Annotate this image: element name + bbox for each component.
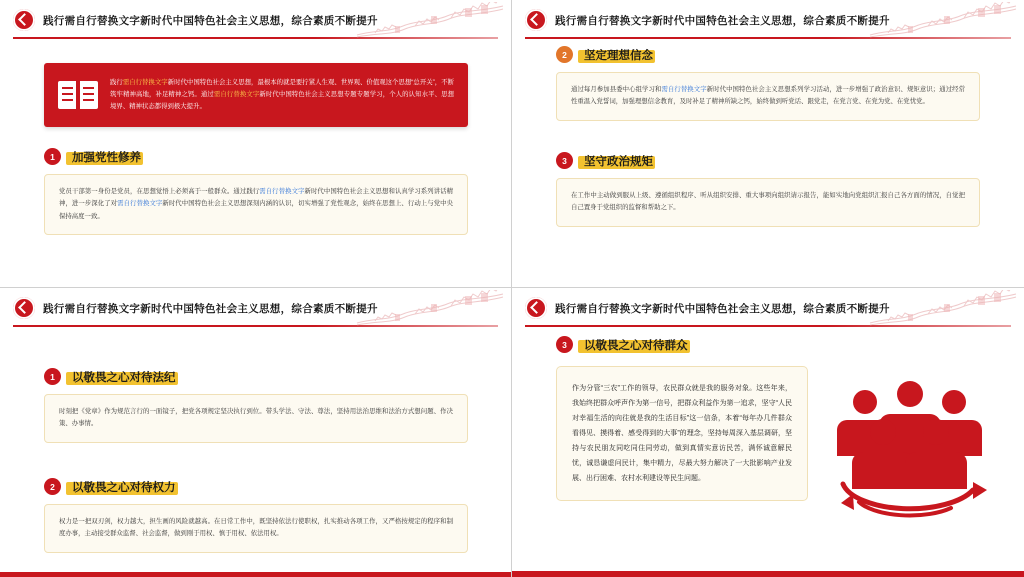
- slide-3-section-1-card: 时刻把《党章》作为规范言行的一面镜子，把党各项规定坚决执行到位。带头学法、守法、尊法，坚持用法治思维和法治方式想问题、作决策、办事情。: [44, 394, 468, 443]
- slide-1-section-1-title-wrap: [70, 149, 147, 165]
- slide-1-section-1-title: 加强党性修养: [72, 151, 141, 164]
- slide-2-section-3-title-wrap: [582, 153, 659, 169]
- slide-4-section-3-head: [556, 336, 694, 353]
- slide-4-section-3-title-wrap: [582, 337, 694, 353]
- slide-3-header-rule: [13, 325, 498, 327]
- slide-1-header-rule: [13, 37, 498, 39]
- slide-2-header: [512, 0, 1024, 40]
- slide-2-header-rule: [525, 37, 1011, 39]
- open-book-icon: [56, 75, 100, 115]
- slide-1-section-1-head: [44, 148, 468, 165]
- slide-1-red-banner: [44, 63, 468, 127]
- slide-4-body-card: 作为分管“三农”工作的领导，农民群众就是我的服务对象。这些年来，我始终把群众呼声作为第一信号，把群众利益作为第一追求，坚守“人民对幸福生活的向往就是我的生活目标”这一信条，本着“每年办几件群众看得见、摸得着、感受得到的大事”的理念，坚持每周深入基层调研，坚持与农民朋友同吃同住同劳动，做到真情实意访民苦，满怀诚意解民忧，诚恳谦虚问民计，集中精力，尽最大努力解决了一大批影响产业发展、出行困难、农村水利建设等民生问题。: [556, 366, 808, 501]
- slide-3-section-1-number: 1: [44, 368, 61, 385]
- slide-4-section-3-title: 以敬畏之心对待群众: [584, 339, 688, 352]
- slide-2-section-2-title: 坚定理想信念: [584, 49, 653, 62]
- slide-1-header: [0, 0, 511, 40]
- slide-3-section-2-card: 权力是一把双刃剑，权力越大，担生画的风险就越高。在日常工作中，既坚持依法行使职权，扎实推动各项工作，又严格按规定的程序和制度办事，主动接受群众监督、社会监督，做到刚于用权、慎于用权、依法用权。: [44, 504, 468, 553]
- slide-2-section-2-head: [556, 46, 980, 63]
- slide-2-section-2-title-wrap: [582, 47, 659, 63]
- slide-3-footer-bar: [0, 572, 511, 577]
- slide-4-section-3-number: 3: [556, 336, 573, 353]
- slide-2-section-2: [556, 46, 980, 121]
- slide-2-section-3: [556, 152, 980, 227]
- slide-2-section-3-title: 坚守政治规矩: [584, 155, 653, 168]
- slide-4: [512, 288, 1024, 577]
- slide-4-section-3: [556, 336, 694, 353]
- back-arrow-icon: [13, 9, 35, 31]
- back-arrow-icon: [525, 297, 547, 319]
- slide-4-header-rule: [525, 325, 1011, 327]
- slide-1-section-1: [44, 148, 468, 235]
- slide-3-section-2: [44, 478, 468, 553]
- slide-4-header-title: 践行需自行替换文字新时代中国特色社会主义思想，综合素质不断提升: [555, 302, 890, 315]
- slide-2: [512, 0, 1024, 288]
- slide-3-section-2-number: 2: [44, 478, 61, 495]
- slide-1-section-1-card: 党员干部第一身份是党员，在思想觉悟上必须高于一般群众。通过践行需自行替换文字新时代中国特色社会主义思想和认真学习系列讲话精神，进一步深化了对需自行替换文字新时代中国特色社会主义思想深刻内涵的认识，切实增强了党性观念，始终在思想上、行动上与党中央保持高度一致。: [44, 174, 468, 235]
- slide-2-section-2-number: 2: [556, 46, 573, 63]
- slide-3-section-1-head: [44, 368, 468, 385]
- slide-2-header-title: 践行需自行替换文字新时代中国特色社会主义思想，综合素质不断提升: [555, 14, 890, 27]
- slide-3: [0, 288, 512, 577]
- slide-3-section-2-head: [44, 478, 468, 495]
- back-arrow-icon: [525, 9, 547, 31]
- back-arrow-icon: [13, 297, 35, 319]
- slide-4-footer-bar: [512, 571, 1024, 577]
- slide-2-section-3-number: 3: [556, 152, 573, 169]
- slide-3-section-2-title: 以敬畏之心对待权力: [72, 481, 176, 494]
- slide-3-section-1: [44, 368, 468, 443]
- slide-3-header-title: 践行需自行替换文字新时代中国特色社会主义思想，综合素质不断提升: [43, 302, 378, 315]
- slide-1-banner-text: 践行需自行替换文字新时代中国特色社会主义思想，最根本的就是要拧紧人生观、世界观、价值观这个思想“总开关”，不断筑牢精神高地，补足精神之钙。通过需自行替换文字新时代中国特色社会主义思想专题专题学习，个人的认知水平、思想境界、精神状态都得到极大提升。: [110, 79, 455, 110]
- slide-3-section-1-title: 以敬畏之心对待法纪: [72, 371, 176, 384]
- slide-2-section-3-card: 在工作中主动做到服从上级、遵循组织程序、听从组织安排、重大事项向组织请示报告，能如实地向党组织汇报自己各方面的情况，自觉把自己置身于党组织的监督和帮助之下。: [556, 178, 980, 227]
- slide-4-header: [512, 288, 1024, 328]
- slide-3-header: [0, 288, 511, 328]
- slide-2-section-2-card: 通过每月参加县委中心组学习和需自行替换文字新时代中国特色社会主义思想系列学习活动，进一步增强了政治意识、规矩意识；通过经常性重温入党誓词，加强理想信念教育，及时补足了精神所缺之钙，始终做到听党话、跟党走，在党言党、在党为党、在党忧党。: [556, 72, 980, 121]
- slide-1-header-title: 践行需自行替换文字新时代中国特色社会主义思想，综合素质不断提升: [43, 14, 378, 27]
- slide-2-section-3-head: [556, 152, 980, 169]
- slide-3-section-2-title-wrap: [70, 479, 182, 495]
- people-group-illustration-icon: [823, 374, 998, 524]
- slide-3-section-1-title-wrap: [70, 369, 182, 385]
- slide-1-section-1-number: 1: [44, 148, 61, 165]
- slide-1: [0, 0, 512, 288]
